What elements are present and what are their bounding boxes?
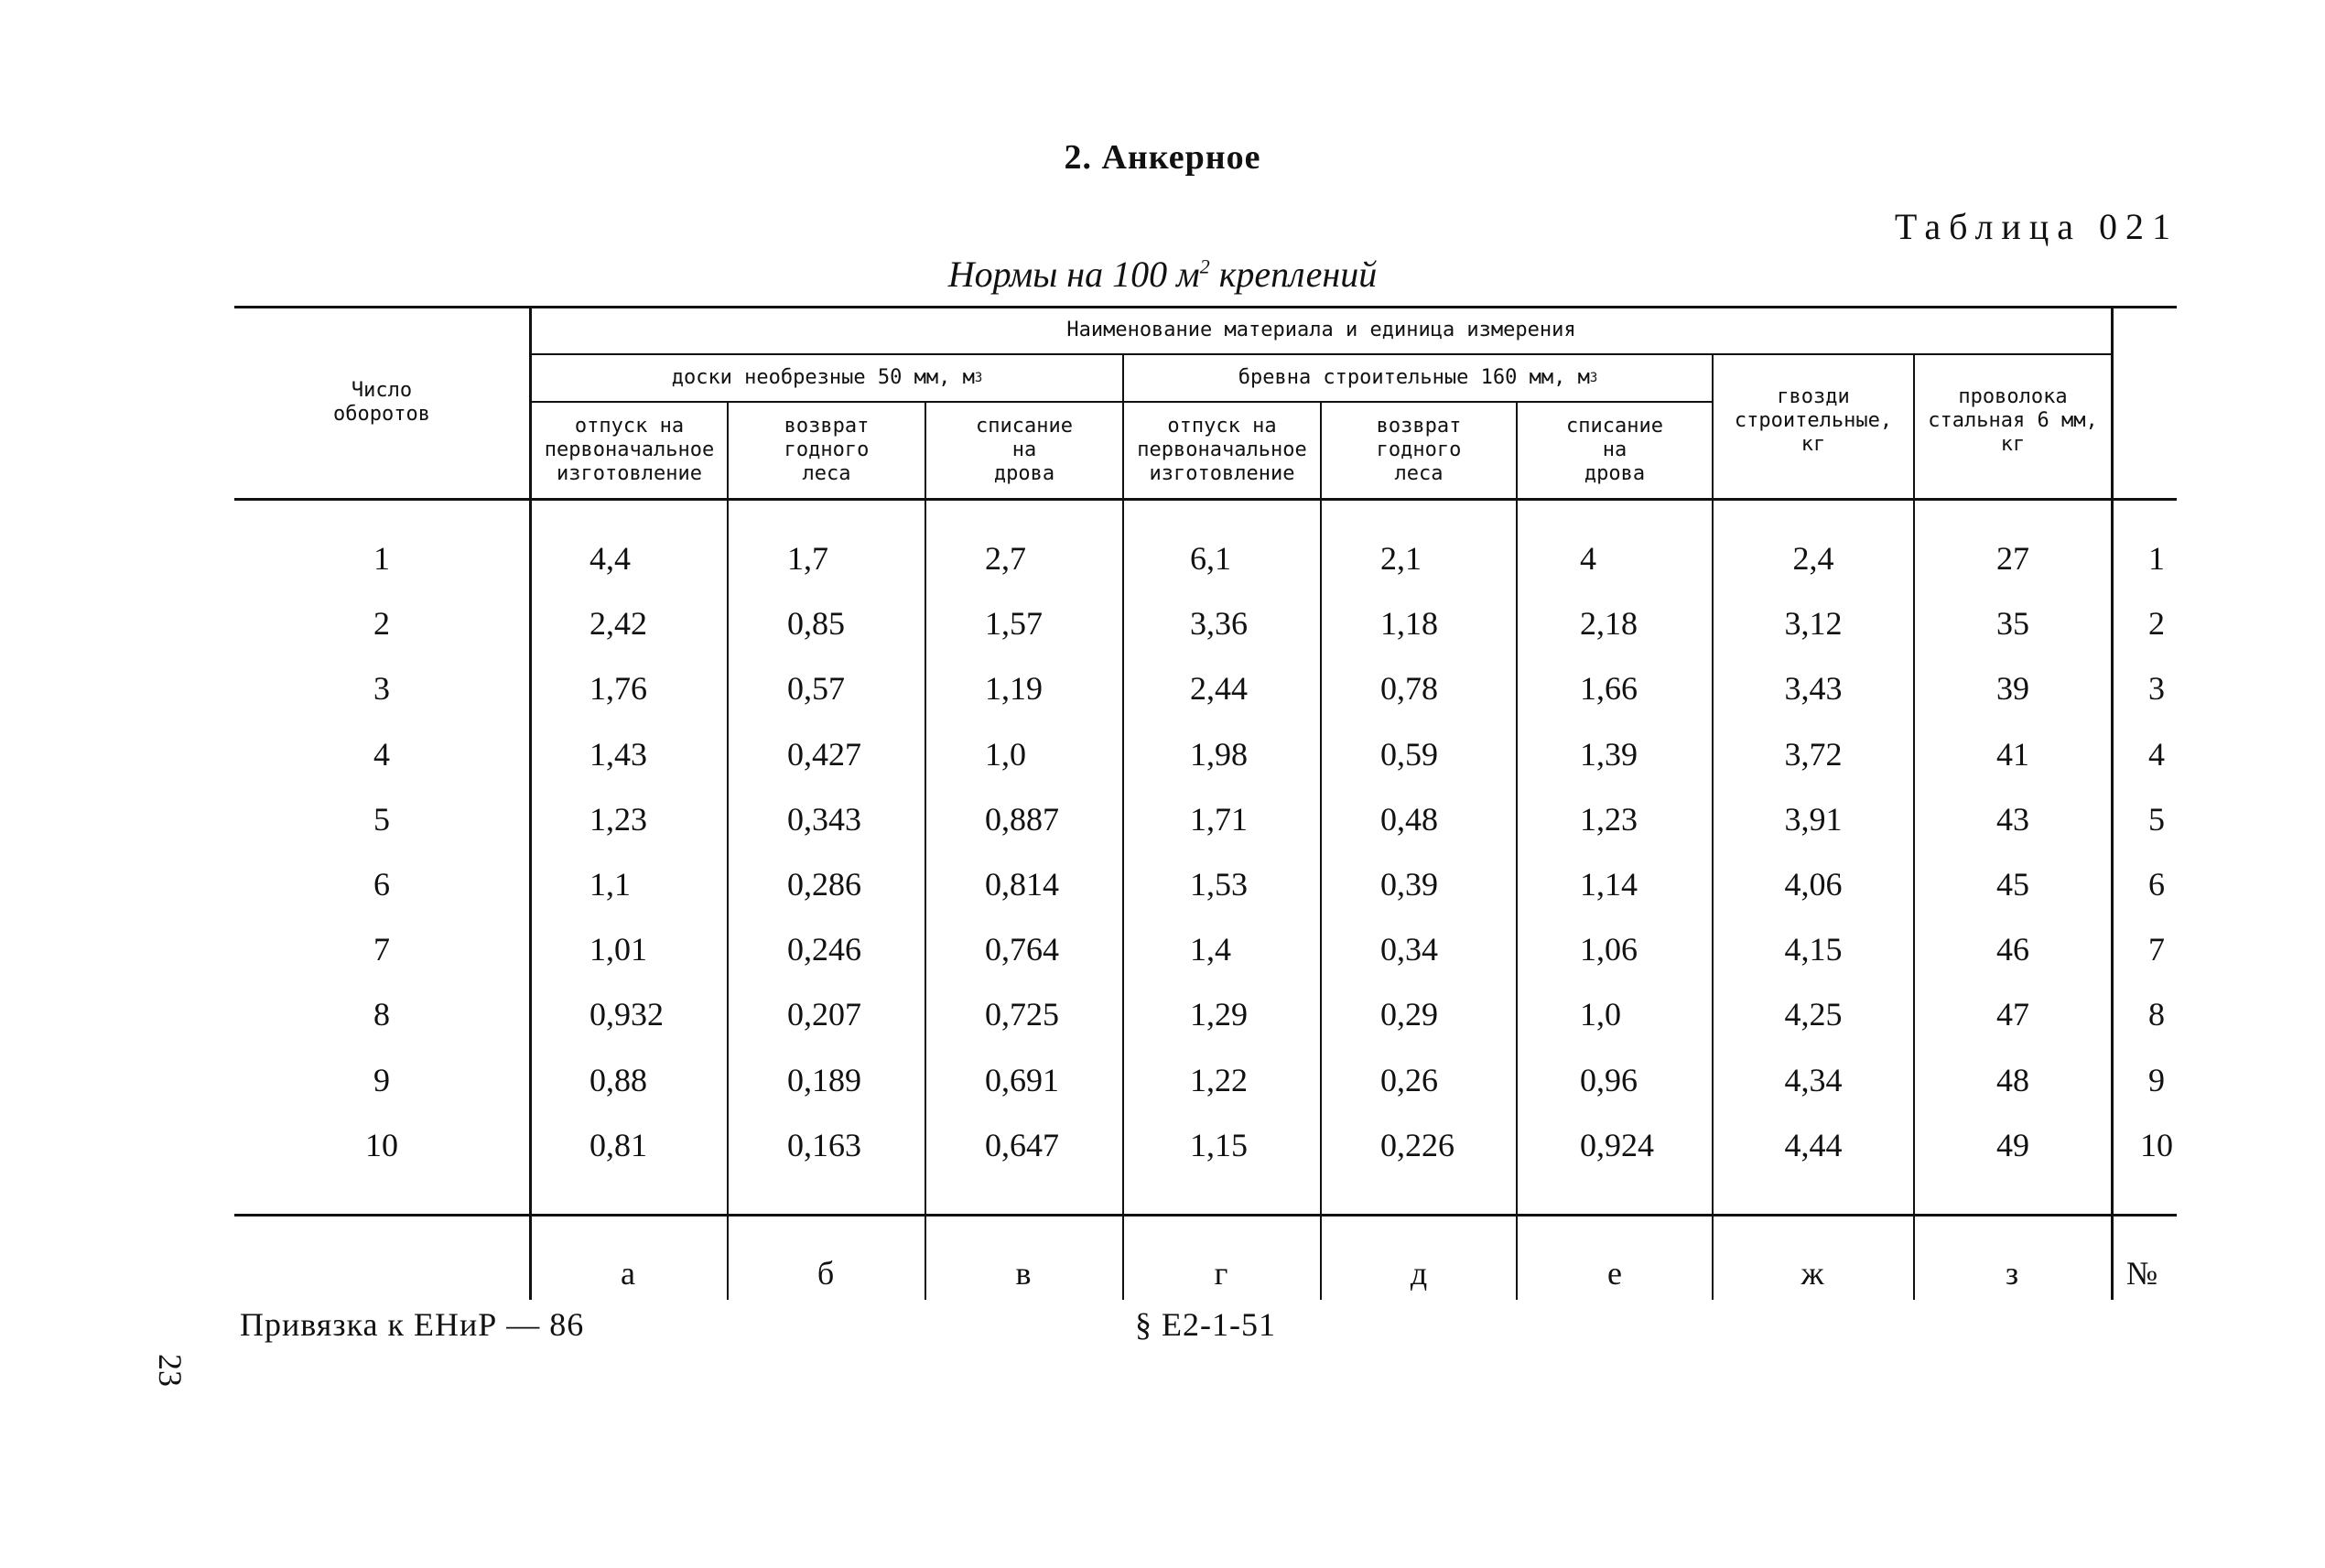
column-letter: а xyxy=(621,1255,635,1292)
table-cell: 0,57 xyxy=(787,670,845,708)
norms-caption: Нормы на 100 $м^2$ креплений xyxy=(947,254,1378,295)
table-cell: 4,44 xyxy=(1784,1126,1843,1163)
column-letter-number: № xyxy=(2125,1255,2158,1292)
row-turns-cell: 1 xyxy=(373,540,390,577)
table-cell: 1,66 xyxy=(1580,670,1638,708)
table-cell: 0,725 xyxy=(985,996,1059,1033)
table-cell: 0,246 xyxy=(787,931,861,968)
table-cell: 1,14 xyxy=(1580,866,1638,903)
header-boards: доски необрезные 50 мм, м 3 xyxy=(671,366,983,389)
header-boards-writeoff: списание на дрова xyxy=(976,415,1073,485)
row-number-cell: 2 xyxy=(2148,605,2165,643)
table-cell: 0,343 xyxy=(787,800,861,838)
table-cell: 27 xyxy=(1996,540,2029,577)
letter-rule-6 xyxy=(1516,1216,1518,1300)
table-cell: 2,4 xyxy=(1792,540,1834,577)
table-cell: 0,286 xyxy=(787,866,861,903)
rule-body-bottom xyxy=(234,1214,2177,1217)
table-cell: 46 xyxy=(1996,931,2029,968)
table-cell: 0,34 xyxy=(1380,931,1438,968)
row-turns-cell: 3 xyxy=(373,670,390,708)
column-letter: б xyxy=(816,1255,835,1292)
row-turns-cell: 4 xyxy=(373,735,390,773)
table-cell: 4,15 xyxy=(1784,931,1843,968)
table-cell: 3,12 xyxy=(1784,605,1843,643)
column-letter: д xyxy=(1410,1255,1428,1292)
table-cell: 1,06 xyxy=(1580,931,1638,968)
row-number-cell: 5 xyxy=(2148,800,2165,838)
table-cell: 0,427 xyxy=(787,735,861,773)
body-rule-3 xyxy=(925,500,926,1216)
table-cell: 2,1 xyxy=(1380,540,1422,577)
header-material: Наименование материала и единица измерения xyxy=(1066,319,1576,341)
table-cell: 35 xyxy=(1996,605,2029,643)
table-cell: 0,59 xyxy=(1380,735,1438,773)
letter-rule-7 xyxy=(1712,1216,1714,1300)
table-cell: 0,81 xyxy=(589,1126,647,1163)
table-cell: 0,78 xyxy=(1380,670,1438,708)
table-cell: 1,57 xyxy=(985,605,1043,643)
table-cell: 1,0 xyxy=(1580,996,1621,1033)
table-cell: 0,207 xyxy=(787,996,861,1033)
table-cell: 1,01 xyxy=(589,931,647,968)
table-cell: 43 xyxy=(1996,800,2029,838)
body-rule-2 xyxy=(727,500,729,1216)
table-cell: 1,22 xyxy=(1190,1061,1248,1098)
table-cell: 0,163 xyxy=(787,1126,861,1163)
body-rule-4 xyxy=(1122,500,1124,1216)
letter-rule-5 xyxy=(1320,1216,1322,1300)
header-boards-issue: отпуск на первоначальное изготовление xyxy=(544,415,715,485)
table-cell: 0,887 xyxy=(985,800,1059,838)
table-cell: 1,1 xyxy=(589,866,631,903)
table-cell: 1,29 xyxy=(1190,996,1248,1033)
table-cell: 1,76 xyxy=(589,670,647,708)
header-logs-issue: отпуск на первоначальное изготовление xyxy=(1137,415,1307,485)
table-cell: 1,15 xyxy=(1190,1126,1248,1163)
table-cell: 0,764 xyxy=(985,931,1059,968)
header-boards-return: возврат годного леса xyxy=(784,415,870,485)
table-cell: 0,39 xyxy=(1380,866,1438,903)
table-cell: 1,19 xyxy=(985,670,1043,708)
table-cell: 0,29 xyxy=(1380,996,1438,1033)
header-rows-label: Число оборотов xyxy=(333,379,430,426)
column-letter: в xyxy=(1015,1255,1032,1292)
header-wire: проволока стальная 6 мм, кг xyxy=(1928,385,2098,456)
table-cell: 4 xyxy=(1580,540,1596,577)
column-letter: г xyxy=(1214,1255,1228,1292)
body-rule-1 xyxy=(529,500,532,1216)
table-cell: 4,25 xyxy=(1784,996,1843,1033)
row-turns-cell: 8 xyxy=(373,996,390,1033)
table-cell: 1,43 xyxy=(589,735,647,773)
header-nails: гвозди строительные, кг xyxy=(1734,385,1893,456)
row-turns-cell: 7 xyxy=(373,931,390,968)
letter-rule-8 xyxy=(1913,1216,1915,1300)
row-number-cell: 9 xyxy=(2148,1061,2165,1098)
table-cell: 2,7 xyxy=(985,540,1026,577)
table-cell: 0,26 xyxy=(1380,1061,1438,1098)
table-cell: 1,0 xyxy=(985,735,1026,773)
table-cell: 49 xyxy=(1996,1126,2029,1163)
letter-rule-4 xyxy=(1122,1216,1124,1300)
row-turns-cell: 10 xyxy=(365,1126,398,1163)
letter-rule-3 xyxy=(925,1216,926,1300)
table-cell: 1,98 xyxy=(1190,735,1248,773)
row-number-cell: 3 xyxy=(2148,670,2165,708)
header-logs-writeoff: списание на дрова xyxy=(1566,415,1663,485)
row-turns-cell: 5 xyxy=(373,800,390,838)
letter-rule-2 xyxy=(727,1216,729,1300)
table-cell: 2,44 xyxy=(1190,670,1248,708)
row-number-cell: 1 xyxy=(2148,540,2165,577)
table-cell: 47 xyxy=(1996,996,2029,1033)
table-cell: 1,71 xyxy=(1190,800,1248,838)
table-cell: 39 xyxy=(1996,670,2029,708)
table-cell: 1,39 xyxy=(1580,735,1638,773)
table-cell: 4,4 xyxy=(589,540,631,577)
row-number-cell: 4 xyxy=(2148,735,2165,773)
table-cell: 0,189 xyxy=(787,1061,861,1098)
table-cell: 0,924 xyxy=(1580,1126,1654,1163)
table-cell: 1,18 xyxy=(1380,605,1438,643)
table-cell: 3,36 xyxy=(1190,605,1248,643)
table-cell: 0,814 xyxy=(985,866,1059,903)
table-cell: 41 xyxy=(1996,735,2029,773)
column-letter: ж xyxy=(1801,1255,1824,1292)
table-cell: 0,88 xyxy=(589,1061,647,1098)
row-turns-cell: 9 xyxy=(373,1061,390,1098)
table-cell: 3,72 xyxy=(1784,735,1843,773)
table-cell: 1,4 xyxy=(1190,931,1231,968)
row-number-cell: 10 xyxy=(2140,1126,2173,1163)
table-cell: 0,85 xyxy=(787,605,845,643)
col-rule-9 xyxy=(2111,306,2114,500)
row-number-cell: 8 xyxy=(2148,996,2165,1033)
letter-rule-1 xyxy=(529,1216,532,1300)
row-turns-cell: 2 xyxy=(373,605,390,643)
section-title: 2. Анкерное xyxy=(1064,138,1261,177)
table-cell: 1,23 xyxy=(589,800,647,838)
row-number-cell: 7 xyxy=(2148,931,2165,968)
footer-binding: Привязка к ЕНиР — 86 xyxy=(240,1306,585,1343)
table-cell: 4,06 xyxy=(1784,866,1843,903)
header-logs: бревна строительные 160 мм, м 3 xyxy=(1238,366,1598,389)
table-label: Таблица 021 xyxy=(1894,206,2179,247)
header-logs-return: возврат годного леса xyxy=(1376,415,1462,485)
table-cell: 45 xyxy=(1996,866,2029,903)
table-cell: 0,48 xyxy=(1380,800,1438,838)
table-cell: 48 xyxy=(1996,1061,2029,1098)
table-cell: 4,34 xyxy=(1784,1061,1843,1098)
table-cell: 0,226 xyxy=(1380,1126,1454,1163)
table-cell: 1,53 xyxy=(1190,866,1248,903)
footer-section: § Е2-1-51 xyxy=(1135,1306,1276,1343)
table-cell: 0,932 xyxy=(589,996,664,1033)
table-cell: 0,691 xyxy=(985,1061,1059,1098)
table-cell: 0,96 xyxy=(1580,1061,1638,1098)
table-cell: 3,43 xyxy=(1784,670,1843,708)
column-letter: е xyxy=(1607,1255,1622,1292)
row-turns-cell: 6 xyxy=(373,866,390,903)
column-letter: з xyxy=(2005,1255,2019,1292)
body-rule-5 xyxy=(1320,500,1322,1216)
body-rule-6 xyxy=(1516,500,1518,1216)
table-cell: 0,647 xyxy=(985,1126,1059,1163)
table-cell: 1,7 xyxy=(787,540,828,577)
page-number: 23 xyxy=(152,1354,189,1387)
row-number-cell: 6 xyxy=(2148,866,2165,903)
table-cell: 2,18 xyxy=(1580,605,1638,643)
table-cell: 1,23 xyxy=(1580,800,1638,838)
table-cell: 6,1 xyxy=(1190,540,1231,577)
table-cell: 2,42 xyxy=(589,605,647,643)
table-cell: 3,91 xyxy=(1784,800,1843,838)
rule-header-bottom xyxy=(234,498,2177,501)
